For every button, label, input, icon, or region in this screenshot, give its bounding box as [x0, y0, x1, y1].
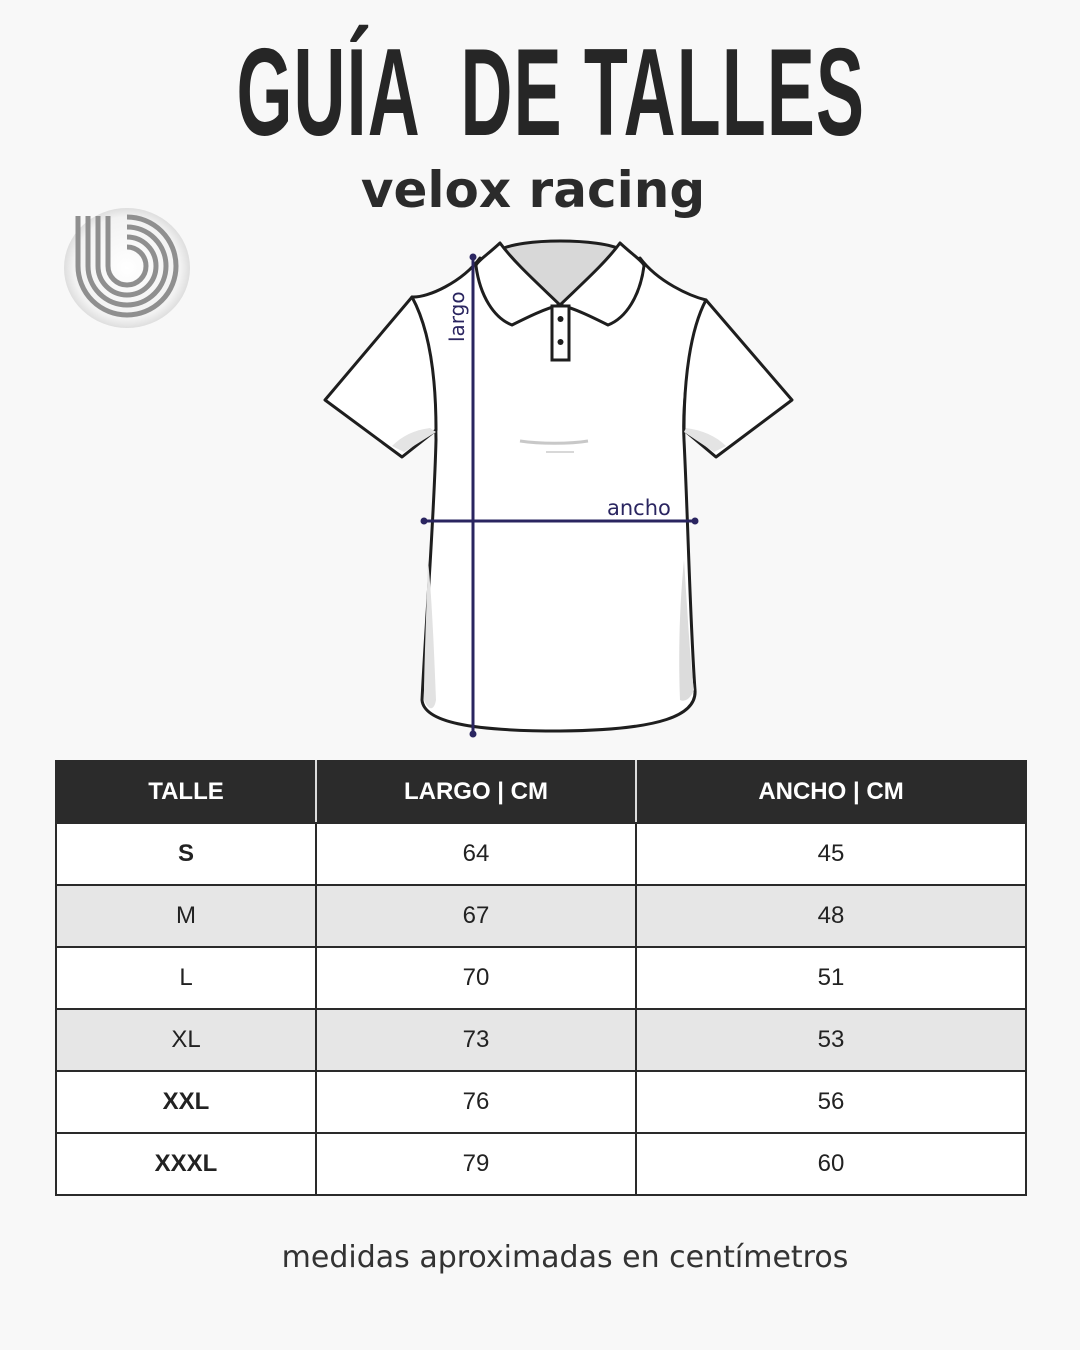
ancho-cell: 45 [636, 823, 1026, 885]
ancho-cell: 56 [636, 1071, 1026, 1133]
ancho-cell: 51 [636, 947, 1026, 1009]
largo-cell: 64 [316, 823, 636, 885]
largo-label: largo [445, 291, 469, 342]
table-header-row [56, 761, 1026, 823]
size-cell: M [56, 885, 316, 947]
page-title: GUÍA DE TALLES [236, 24, 866, 162]
brand-subtitle: velox racing [360, 161, 706, 219]
largo-cell: 76 [316, 1071, 636, 1133]
size-cell: L [56, 947, 316, 1009]
largo-cell: 79 [316, 1133, 636, 1195]
table-row [56, 823, 1026, 885]
table-row [56, 1009, 1026, 1071]
largo-cell: 67 [316, 885, 636, 947]
largo-cell: 70 [316, 947, 636, 1009]
placket [552, 306, 569, 360]
column-header-ancho: ANCHO | CM [636, 761, 1026, 823]
brand-b-logo-icon [62, 206, 192, 330]
ancho-cell: 53 [636, 1009, 1026, 1071]
size-cell: XL [56, 1009, 316, 1071]
size-cell: XXL [56, 1071, 316, 1133]
size-table [55, 760, 1027, 1196]
ancho-cell: 60 [636, 1133, 1026, 1195]
polo-shirt-diagram [320, 236, 800, 742]
table-row [56, 885, 1026, 947]
table-row [56, 1071, 1026, 1133]
footer-note: medidas aproximadas en centímetros [281, 1240, 849, 1275]
ancho-label: ancho [607, 496, 671, 520]
column-header-largo: LARGO | CM [316, 761, 636, 823]
column-header-talle: TALLE [56, 761, 316, 823]
table-row [56, 947, 1026, 1009]
table-row [56, 1133, 1026, 1195]
largo-cell: 73 [316, 1009, 636, 1071]
size-cell: S [56, 823, 316, 885]
size-cell: XXXL [56, 1133, 316, 1195]
ancho-cell: 48 [636, 885, 1026, 947]
